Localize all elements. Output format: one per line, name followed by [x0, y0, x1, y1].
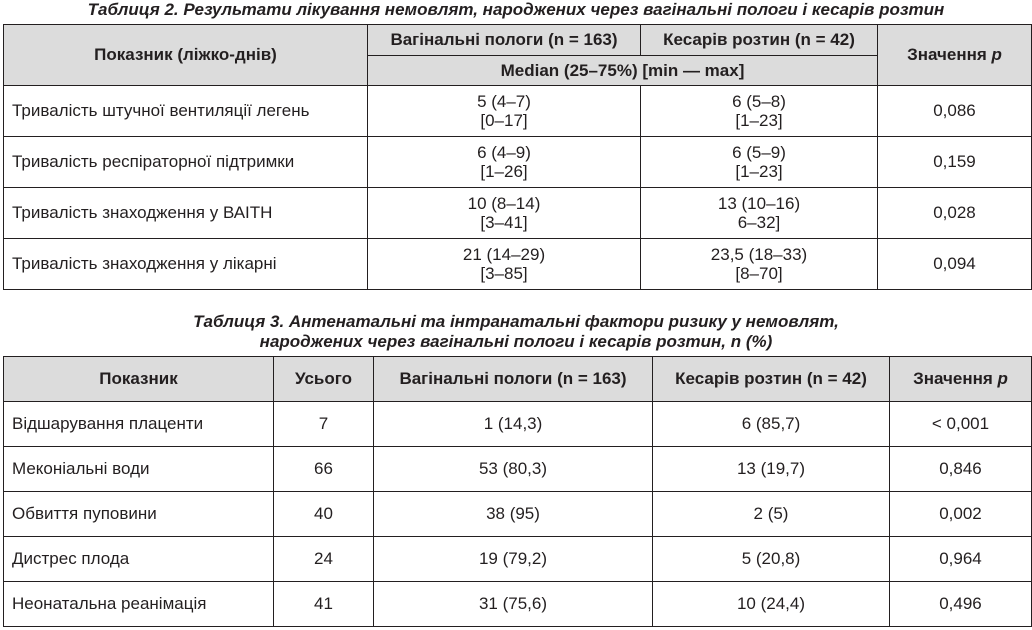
row-label: Обвиття пуповини [4, 492, 274, 537]
median: 10 (8–14) [467, 194, 541, 213]
vaginal-value [368, 188, 641, 239]
table-row [4, 447, 1032, 492]
vaginal-value [368, 137, 641, 188]
table-row [4, 188, 1032, 239]
table3-caption [0, 312, 1032, 352]
table2 [3, 24, 1032, 290]
table3-caption-line1: Таблиця 3. Антенатальні та інтранатальні фактори ризику у немовлят, [193, 312, 839, 331]
table3-header-indicator: Показник [4, 357, 274, 402]
row-label: Тривалість штучної вентиляції легень [4, 86, 368, 137]
cesarean-value: 13 (19,7) [653, 447, 890, 492]
cesarean-value [641, 137, 878, 188]
cesarean-value: 2 (5) [653, 492, 890, 537]
table2-header-p-value-text: Значення p [907, 45, 1002, 64]
row-label: Тривалість знаходження у ВАІТН [4, 188, 368, 239]
table2-header-indicator: Показник (ліжко-днів) [4, 25, 368, 86]
median: 23,5 (18–33) [710, 245, 808, 264]
range: [8–70] [735, 264, 783, 283]
table2-header-p-value [878, 25, 1032, 86]
cesarean-value: 6 (85,7) [653, 402, 890, 447]
table3-caption-line2: народжених через вагінальні пологи і кесарів розтин, n (%) [259, 332, 773, 351]
p-value: 0,028 [878, 188, 1032, 239]
vaginal-value: 19 (79,2) [374, 537, 653, 582]
table3-header-row [4, 357, 1032, 402]
median: 6 (4–9) [477, 143, 531, 162]
row-label: Дистрес плода [4, 537, 274, 582]
total-value: 41 [274, 582, 374, 627]
total-value: 24 [274, 537, 374, 582]
table2-subheader: Median (25–75%) [min — max] [368, 56, 878, 86]
p-symbol: p [997, 369, 1008, 388]
cesarean-value: 10 (24,4) [653, 582, 890, 627]
table-row [4, 137, 1032, 188]
table2-header-row [4, 25, 1032, 56]
vaginal-value [368, 86, 641, 137]
row-label: Тривалість знаходження у лікарні [4, 239, 368, 290]
range: [1–23] [735, 162, 783, 181]
cesarean-value [641, 188, 878, 239]
table-row [4, 239, 1032, 290]
total-value: 7 [274, 402, 374, 447]
table3 [3, 356, 1032, 627]
row-label: Неонатальна реанімація [4, 582, 274, 627]
cesarean-value [641, 86, 878, 137]
table2-caption: Таблиця 2. Результати лікування немовлят, народжених через вагінальні пологи і кесарів розтин [87, 0, 945, 19]
cesarean-value [641, 239, 878, 290]
p-value: 0,002 [890, 492, 1032, 537]
table3-header-cesarean: Кесарів розтин (n = 42) [653, 357, 890, 402]
row-label: Відшарування плаценти [4, 402, 274, 447]
range: [1–26] [480, 162, 528, 181]
range: [3–41] [480, 213, 528, 232]
vaginal-value: 1 (14,3) [374, 402, 653, 447]
range: 6–32] [737, 213, 781, 232]
table3-header-total: Усього [274, 357, 374, 402]
vaginal-value: 38 (95) [374, 492, 653, 537]
row-label: Тривалість респіраторної підтримки [4, 137, 368, 188]
table2-header-cesarean: Кесарів розтин (n = 42) [641, 25, 878, 56]
row-label: Меконіальні води [4, 447, 274, 492]
p-symbol: p [991, 45, 1002, 64]
vaginal-value: 31 (75,6) [374, 582, 653, 627]
table-row [4, 402, 1032, 447]
vaginal-value [368, 239, 641, 290]
p-value: 0,159 [878, 137, 1032, 188]
range: [1–23] [735, 111, 783, 130]
median: 6 (5–8) [732, 92, 786, 111]
vaginal-value: 53 (80,3) [374, 447, 653, 492]
table-row [4, 537, 1032, 582]
p-value: < 0,001 [890, 402, 1032, 447]
median: 13 (10–16) [717, 194, 801, 213]
range: [0–17] [480, 111, 528, 130]
table-row [4, 86, 1032, 137]
table3-header-vaginal: Вагінальні пологи (n = 163) [374, 357, 653, 402]
p-value: 0,086 [878, 86, 1032, 137]
p-value: 0,094 [878, 239, 1032, 290]
total-value: 66 [274, 447, 374, 492]
table-row [4, 492, 1032, 537]
median: 6 (5–9) [732, 143, 786, 162]
table3-header-p-value: Значення p [890, 357, 1032, 402]
total-value: 40 [274, 492, 374, 537]
table-row [4, 582, 1032, 627]
cesarean-value: 5 (20,8) [653, 537, 890, 582]
p-value: 0,496 [890, 582, 1032, 627]
p-value: 0,964 [890, 537, 1032, 582]
median: 5 (4–7) [477, 92, 531, 111]
p-value: 0,846 [890, 447, 1032, 492]
median: 21 (14–29) [462, 245, 546, 264]
table2-header-vaginal: Вагінальні пологи (n = 163) [368, 25, 641, 56]
range: [3–85] [480, 264, 528, 283]
